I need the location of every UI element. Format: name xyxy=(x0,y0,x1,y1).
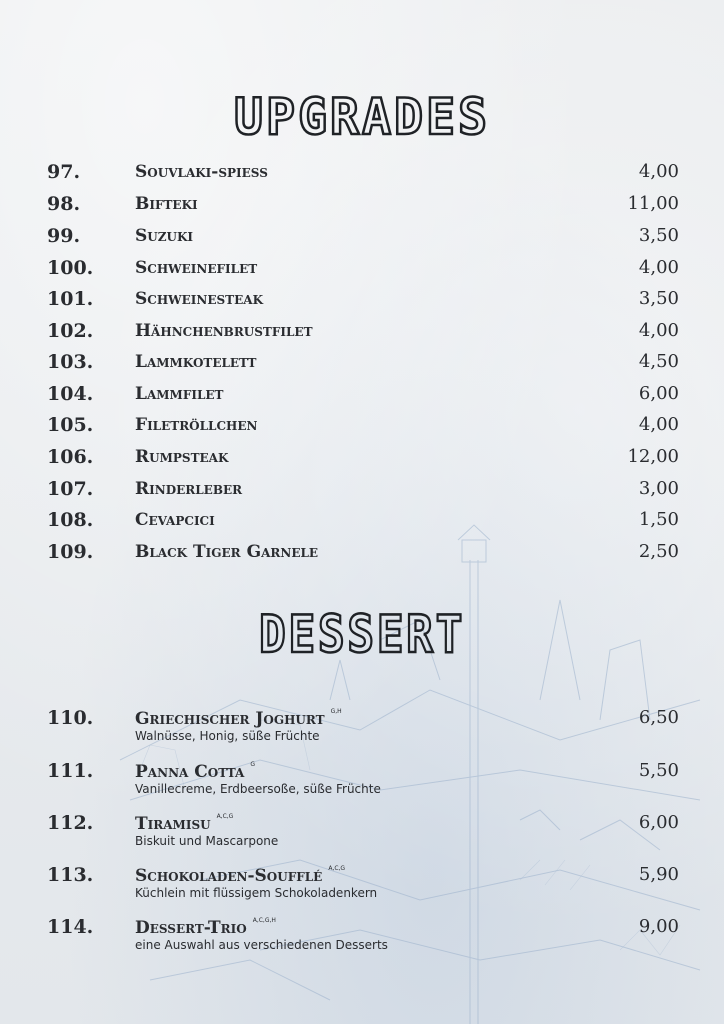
item-price: 1,50 xyxy=(638,509,679,530)
item-number: 102. xyxy=(47,320,94,342)
item-price: 3,50 xyxy=(638,225,679,246)
item-description: Biskuit und Mascarpone xyxy=(135,834,279,848)
upgrades-title: UPGRADES xyxy=(234,88,490,146)
item-price: 4,00 xyxy=(638,161,679,182)
item-description: eine Auswahl aus verschiedenen Desserts xyxy=(135,938,388,952)
item-name: Tiramisu $^{A,C,G}$ xyxy=(135,813,234,834)
item-number: 98. xyxy=(47,193,81,215)
item-number: 114. xyxy=(47,916,94,938)
item-number: 110. xyxy=(47,707,94,729)
upgrades-heading xyxy=(0,84,724,146)
item-name: Panna Cotta $^G$ xyxy=(135,761,255,782)
item-price: 4,00 xyxy=(638,257,679,278)
allergen-codes: A,C,G,H xyxy=(252,917,276,924)
allergen-codes: A,C,G xyxy=(216,813,234,820)
item-name: Schweinesteak xyxy=(135,289,263,309)
item-number: 105. xyxy=(47,414,94,436)
item-number: 103. xyxy=(47,351,94,373)
dessert-heading xyxy=(0,600,724,664)
item-price: 4,00 xyxy=(638,320,679,341)
item-number: 99. xyxy=(47,225,81,247)
item-number: 111. xyxy=(47,760,94,782)
item-price: 9,00 xyxy=(638,916,679,937)
item-number: 97. xyxy=(47,161,81,183)
item-name: Rumpsteak xyxy=(135,447,229,467)
item-name: Bifteki xyxy=(135,194,198,214)
item-description: Walnüsse, Honig, süße Früchte xyxy=(135,729,320,743)
item-price: 3,50 xyxy=(638,288,679,309)
item-description: Vanillecreme, Erdbeersoße, süße Früchte xyxy=(135,782,381,796)
item-number: 108. xyxy=(47,509,94,531)
item-price: 4,00 xyxy=(638,414,679,435)
item-number: 100. xyxy=(47,257,94,279)
item-name: Hähnchenbrustfilet xyxy=(135,321,313,341)
item-price: 6,00 xyxy=(638,383,679,404)
item-number: 107. xyxy=(47,478,94,500)
allergen-codes: G xyxy=(250,761,255,768)
item-name: Souvlaki-spiess xyxy=(135,162,268,182)
item-price: 3,00 xyxy=(638,478,679,499)
item-price: 12,00 xyxy=(627,446,679,467)
item-number: 104. xyxy=(47,383,94,405)
item-name: Cevapcici xyxy=(135,510,215,530)
item-name: Black Tiger Garnele xyxy=(135,542,319,562)
item-number: 106. xyxy=(47,446,94,468)
item-price: 5,50 xyxy=(638,760,679,781)
item-name: Griechischer Joghurt $^{G,H}$ xyxy=(135,708,342,729)
item-price: 5,90 xyxy=(638,864,679,885)
item-name: Schweinefilet xyxy=(135,258,258,278)
item-name: Lammfilet xyxy=(135,384,224,404)
item-number: 101. xyxy=(47,288,94,310)
item-name: Filetröllchen xyxy=(135,415,258,435)
allergen-codes: A,C,G xyxy=(328,865,346,872)
item-number: 109. xyxy=(47,541,94,563)
item-price: 2,50 xyxy=(638,541,679,562)
item-name: Schokoladen-Soufflé $^{A,C,G}$ xyxy=(135,865,346,886)
item-description: Küchlein mit flüssigem Schokoladenkern xyxy=(135,886,378,900)
item-price: 11,00 xyxy=(627,193,679,214)
item-price: 6,00 xyxy=(638,812,679,833)
item-name: Rinderleber xyxy=(135,479,243,499)
item-name: Suzuki xyxy=(135,226,194,246)
item-number: 113. xyxy=(47,864,94,886)
item-price: 4,50 xyxy=(638,351,679,372)
item-name: Lammkotelett xyxy=(135,352,257,372)
item-number: 112. xyxy=(47,812,94,834)
dessert-title: DESSERT xyxy=(259,605,465,665)
item-name: Dessert-Trio $^{A,C,G,H}$ xyxy=(135,917,276,938)
allergen-codes: G,H xyxy=(330,708,342,715)
item-price: 6,50 xyxy=(638,707,679,728)
